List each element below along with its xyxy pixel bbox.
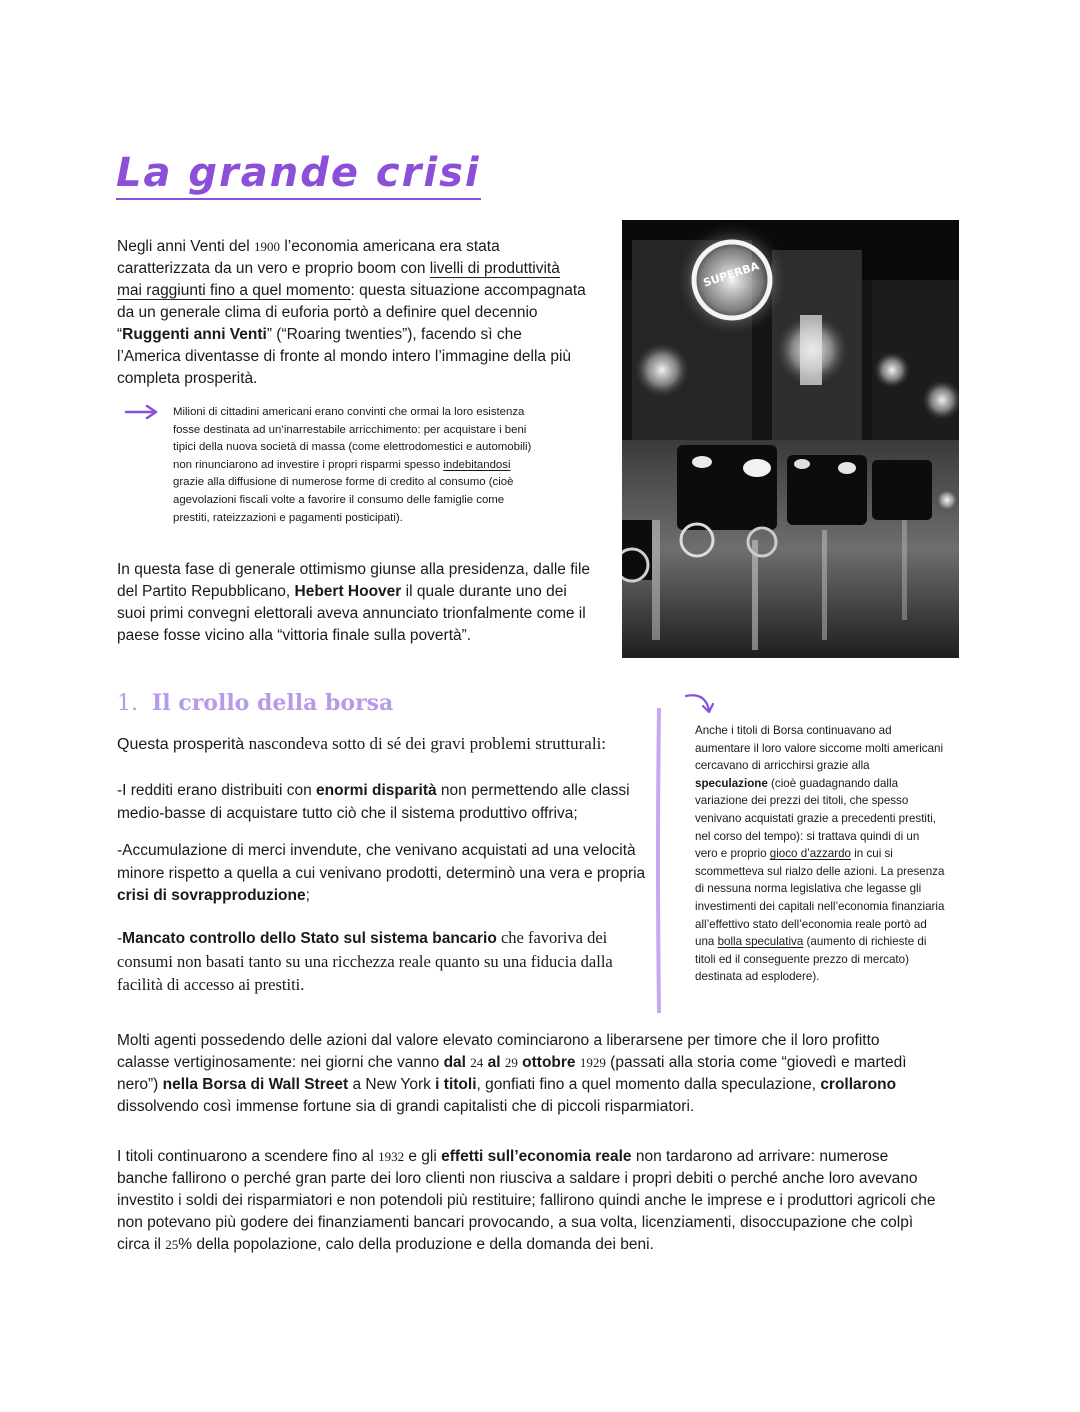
effects-paragraph: I titoli continuarono a scendere fino al 1932 e gli effetti sull’economia reale non tardarono ad arrivare: numerose banche fallirono o perché gran parte dei loro clienti non riusciva a saldare i propri debiti o perché anche loro avevano investito i soldi dei risparmiatori e non potendoli più restituire; fallirono quindi anche le imprese e i produttori agricoli che non potevano più godere dei finanziamenti bancari provocando, a sua volta, licenziamenti, disoccupazione che colpì circa il 25% della popolazione, calo della produzione e della domanda dei beni. (117, 1148, 936, 1253)
arrow-right-icon (124, 404, 160, 420)
section-number: 1. (117, 691, 138, 716)
photo-sign-text: SUPERBA (701, 259, 761, 290)
curved-arrow-icon (683, 690, 717, 718)
page-title: La grande crisi (116, 148, 481, 200)
section-title (117, 690, 393, 716)
divider-line (655, 708, 663, 1013)
side-note-credit: Milioni di cittadini americani erano convinti che ormai la loro esistenza fosse destinata ad un’inarrestabile arricchimento: per acquistare i beni tipici della nuova società di massa (come elettrodomestici e automobili) non rinunciarono ad investire i propri risparmi spesso indebitandosi grazie alla diffusione di numerose forme di credito al consumo (cioè agevolazioni fiscali volte a favorire il consumo delle famiglie come prestiti, rateizzazioni e pagamenti posticipati). (173, 406, 532, 524)
hoover-paragraph: In questa fase di generale ottimismo giunse alla presidenza, dalle file del Partito Repubblicano, Hebert Hoover il quale durante uno dei suoi primi convegni elettorali aveva annunciato trionfalmente come il paese fosse vicino alla “vittoria finale sulla povertà”. (117, 561, 591, 644)
section-lead: Questa prosperità nascondeva sotto di sé dei gravi problemi strutturali: (117, 734, 607, 753)
side-note-speculation: Anche i titoli di Borsa continuavano ad aumentare il loro valore siccome molti americani cercavano di arricchirsi grazie alla speculazione (cioè guadagnando dalla variazione dei prezzi dei titoli, che spesso venivano acquistati grazie a precedenti prestiti, nel corso del tempo): si trattava quindi di un vero e proprio gioco d’azzardo in cui si scommetteva sul rialzo delle azioni. La presenza di nessuna norma legislativa che legasse gli investimenti dei capitali nell’economia finanziaria all’effettivo stato dell’economia reale portò ad una bolla speculativa (aumento di richieste di titoli ed il conseguente prezzo di mercato) destinata ad esplodere). (695, 724, 945, 984)
list-item-disparity: -I redditi erano distribuiti con enormi disparità non permettendo alle classi medio-basse di acquistare tutto ciò che il sistema produttivo offriva; (117, 782, 630, 822)
historic-photo-night-street (622, 220, 959, 658)
list-item-banking: -Mancato controllo dello Stato sul sistema bancario che favoriva dei consumi non basati tanto su una ricchezza reale quanto su una fiducia dalla facilità di accesso ai prestiti. (117, 928, 613, 994)
list-item-overproduction: -Accumulazione di merci invendute, che venivano acquistati ad una velocità minore rispetto a quella a cui venivano prodotti, determinò una vera e propria crisi di sovrapproduzione; (117, 842, 646, 904)
section-title-text: Il crollo della borsa (152, 690, 394, 716)
crash-paragraph: Molti agenti possedendo delle azioni dal valore elevato cominciarono a liberarsene per timore che il loro profitto calasse vertiginosamente: nei giorni che vanno dal 24 al 29 ottobre 1929 (passati alla storia come “giovedì e martedì nero”) nella Borsa di Wall Street a New York i titoli, gonfiati fino a quel momento dalla speculazione, crollarono dissolvendo così immense fortune sia di grandi capitalisti che di piccoli risparmiatori. (117, 1032, 907, 1115)
intro-paragraph: Negli anni Venti del 1900 l’economia americana era stata caratterizzata da un vero e proprio boom con livelli di produttività mai raggiunti fino a quel momento: questa situazione accompagnata da un generale clima di euforia portò a definire quel decennio “Ruggenti anni Venti” (“Roaring twenties”), facendo sì che l’America diventasse di fronte al mondo intero l’immagine della più completa prosperità. (117, 238, 586, 387)
